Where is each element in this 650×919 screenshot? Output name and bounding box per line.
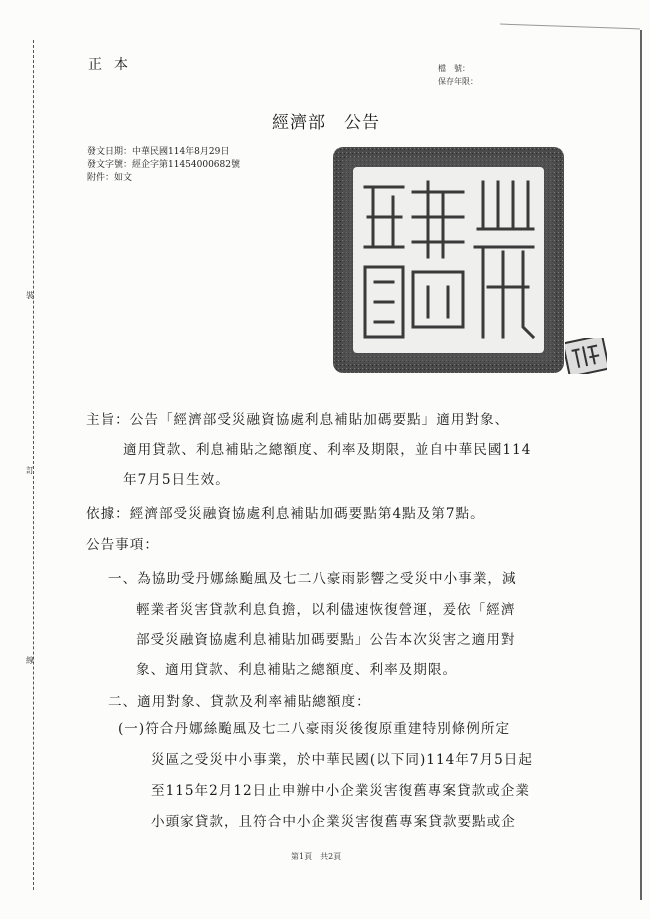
item-line: 輕業者災害貸款利息負擔，以利儘速恢復營運，爰依「經濟	[136, 602, 516, 618]
small-stamp	[565, 338, 607, 374]
issue-number: 發文字號：經企字第11454000682號	[87, 160, 240, 170]
sub-item-line: 至115年2月12日止申辦中小企業災害復舊專案貸款或企業	[151, 783, 530, 799]
subject-line: 適用貸款、利息補貼之總額度、利率及期限，並自中華民國114	[123, 442, 532, 458]
page-title: 經濟部 公告	[272, 113, 380, 133]
retention-label: 保存年限：	[438, 77, 478, 86]
item-line: 一、為協助受丹娜絲颱風及七二八豪雨影響之受災中小事業，減	[108, 571, 517, 587]
subject-line: 年7月5日生效。	[123, 472, 230, 488]
sub-item-line: (一)符合丹娜絲颱風及七二八豪雨災後復原重建特別條例所定	[118, 721, 511, 737]
sub-item-line: 災區之受災中小事業，於中華民國(以下同)114年7月5日起	[151, 752, 533, 768]
file-meta	[438, 62, 478, 88]
binding-mark: 線	[26, 656, 34, 665]
basis-line: 依據：經濟部受災融資協處利息補貼加碼要點第4點及第7點。	[86, 506, 485, 522]
item-heading: 二、適用對象、貸款及利率補貼總額度：	[108, 694, 371, 710]
binding-mark: 訂	[26, 466, 34, 475]
notice-heading: 公告事項：	[86, 537, 159, 553]
item-line: 象、適用貸款、利息補貼之總額度、利率及期限。	[136, 662, 458, 678]
file-no-label: 檔 號：	[438, 64, 470, 73]
binding-mark: 裝	[26, 291, 34, 300]
issue-date: 發文日期：中華民國114年8月29日	[87, 147, 230, 157]
official-seal	[333, 147, 564, 373]
item-line: 部受災融資協處利息補貼加碼要點」公告本次災害之適用對	[136, 632, 516, 648]
subject-line: 主旨：公告「經濟部受災融資協處利息補貼加碼要點」適用對象、	[86, 412, 510, 428]
page-edge	[640, 30, 642, 900]
page-footer: 第1頁 共2頁	[291, 852, 342, 861]
copy-label: 正本	[88, 57, 140, 73]
sub-item-line: 小頭家貸款，且符合中小企業災害復舊專案貸款要點或企	[151, 814, 516, 830]
issue-info	[87, 146, 240, 185]
attachment: 附件：如文	[87, 173, 133, 183]
page-edge	[500, 24, 640, 30]
